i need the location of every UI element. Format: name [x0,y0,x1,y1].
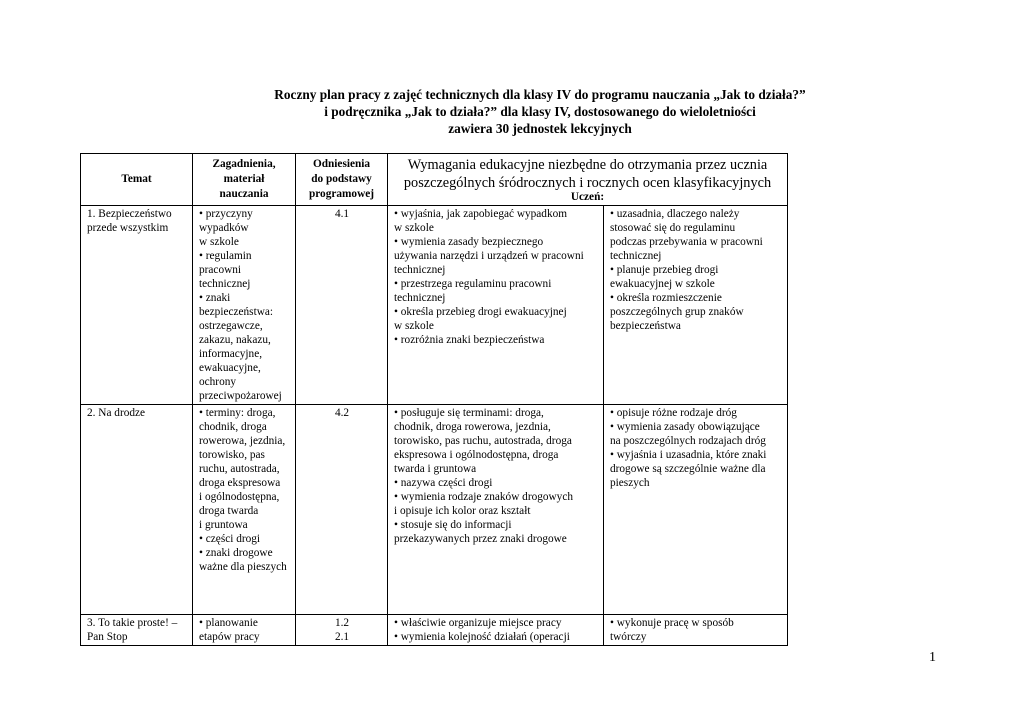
cell-line: twarda i gruntowa [394,463,477,475]
cell-line: bezpieczeństwa: [199,306,274,318]
cell-line: 4.1 [334,208,350,220]
cell-odniesienia [296,615,388,646]
cell-line: poszczególnych grup znaków [610,306,744,318]
cell-temat [81,615,193,646]
cell-line: • planuje przebieg drogi [610,264,719,276]
cell-line: technicznej [610,250,662,262]
cell-line: ważne dla pieszych [199,561,287,573]
cell-line: • regulamin [199,250,252,262]
cell-line: i ogólnodostępna, [199,491,280,503]
cell-line: • uzasadnia, dlaczego należy [610,208,740,220]
cell-line: • opisuje różne rodzaje dróg [610,407,737,419]
cell-line: ruchu, autostrada, [199,463,280,475]
cell-line: torowisko, pas ruchu, autostrada, droga [394,435,572,447]
cell-ponadpodstawowe [604,405,788,615]
cell-line: 3. To takie proste! – [87,617,178,629]
cell-line: 1. Bezpieczeństwo [87,208,172,220]
cell-line: • planowanie [199,617,258,629]
cell-line: • posługuje się terminami: droga, [394,407,544,419]
cell-line: ekspresowa i ogólnodostępna, droga [394,449,559,461]
cell-line: droga twarda [199,505,259,517]
cell-line: ostrzegawcze, [199,320,263,332]
cell-zagadnienia [193,615,296,646]
cell-line: zakazu, nakazu, [199,334,271,346]
cell-line: przeciwpożarowej [199,390,282,402]
cell-ponadpodstawowe [604,206,788,405]
cell-podstawowe [388,615,604,646]
cell-line: torowisko, pas [199,449,265,461]
cell-line: • przestrzega regulaminu pracowni [394,278,552,290]
header-odniesienia: Odniesienia do podstawy programowej [296,154,388,206]
cell-line: • znaki [199,292,231,304]
cell-line: Pan Stop [87,631,128,643]
cell-line: i gruntowa [199,519,248,531]
cell-line: • wyjaśnia, jak zapobiegać wypadkom [394,208,568,220]
cell-line: • części drogi [199,533,261,545]
cell-line: i opisuje ich kolor oraz kształt [394,505,531,517]
table-row [81,615,788,646]
cell-line: technicznej [394,264,446,276]
cell-line: pieszych [610,477,650,489]
cell-line: bezpieczeństwa [610,320,681,332]
cell-line: na poszczególnych rodzajach dróg [610,435,766,447]
header-zagadnienia: Zagadnienia, materiał nauczania [193,154,296,206]
cell-line: przede wszystkim [87,222,169,234]
cell-line: • właściwie organizuje miejsce pracy [394,617,562,629]
cell-ponadpodstawowe [604,615,788,646]
cell-line: • wymienia kolejność działań (operacji [394,631,570,643]
cell-line: 4.2 [334,407,350,419]
cell-line: ewakuacyjnej w szkole [610,278,715,290]
header-row [81,154,788,206]
cell-zagadnienia [193,206,296,405]
cell-line: w szkole [394,320,434,332]
cell-line: w szkole [199,236,239,248]
cell-line: używania narzędzi i urządzeń w pracowni [394,250,584,262]
cell-line: • rozróżnia znaki bezpieczeństwa [394,334,545,346]
cell-line: etapów pracy [199,631,260,643]
header-temat: Temat [81,154,193,206]
cell-odniesienia [296,206,388,405]
cell-line: rowerowa, jezdnia, [199,435,286,447]
curriculum-table [80,153,788,646]
cell-temat [81,206,193,405]
cell-line: chodnik, droga rowerowa, jezdnia, [394,421,551,433]
cell-odniesienia [296,405,388,615]
cell-line: 2. Na drodze [87,407,146,419]
cell-line: chodnik, droga [199,421,267,433]
cell-line: wypadków [199,222,249,234]
cell-line: droga ekspresowa [199,477,281,489]
page-number: 1 [929,650,936,665]
cell-line: • stosuje się do informacji [394,519,512,531]
cell-line: • znaki drogowe [199,547,273,559]
header-wymagania: Wymagania edukacyjne niezbędne do otrzymania przez ucznia poszczególnych śródrocznych i rocznych ocen klasyfikacyjnych Uczeń: [388,154,788,206]
cell-line: twórczy [610,631,647,643]
cell-line: • przyczyny [199,208,253,220]
header-uczen: Uczeń: [570,191,605,203]
cell-line: • wykonuje pracę w sposób [610,617,734,629]
cell-line: • wymienia zasady obowiązujące [610,421,760,433]
cell-line: technicznej [394,292,446,304]
title-line-1: Roczny plan pracy z zajęć technicznych dla klasy IV do programu nauczania „Jak to działa?” [274,87,806,102]
document-title [0,86,1024,137]
cell-line: podczas przebywania w pracowni [610,236,763,248]
cell-line: technicznej [199,278,251,290]
cell-podstawowe [388,405,604,615]
cell-line: pracowni [199,264,242,276]
cell-line: • wymienia rodzaje znaków drogowych [394,491,573,503]
cell-podstawowe [388,206,604,405]
cell-line: • określa rozmieszczenie [610,292,722,304]
cell-line: drogowe są szczególnie ważne dla [610,463,766,475]
cell-line: • terminy: droga, [199,407,276,419]
cell-line: 2.1 [334,631,350,643]
cell-line: ochrony [199,376,237,388]
title-line-3: zawiera 30 jednostek lekcyjnych [448,121,632,136]
cell-line: • nazywa części drogi [394,477,493,489]
cell-temat [81,405,193,615]
cell-line: • określa przebieg drogi ewakuacyjnej [394,306,567,318]
title-line-2: i podręcznika „Jak to działa?” dla klasy IV, dostosowanego do wieloletniości [324,104,756,119]
cell-line: stosować się do regulaminu [610,222,736,234]
cell-line: ewakuacyjne, [199,362,261,374]
cell-line: informacyjne, [199,348,263,360]
cell-line: • wyjaśnia i uzasadnia, które znaki [610,449,767,461]
cell-zagadnienia [193,405,296,615]
table-row [81,405,788,615]
cell-line: w szkole [394,222,434,234]
cell-line: • wymienia zasady bezpiecznego [394,236,544,248]
cell-line: przekazywanych przez znaki drogowe [394,533,567,545]
cell-line: 1.2 [334,617,350,629]
table-row [81,206,788,405]
